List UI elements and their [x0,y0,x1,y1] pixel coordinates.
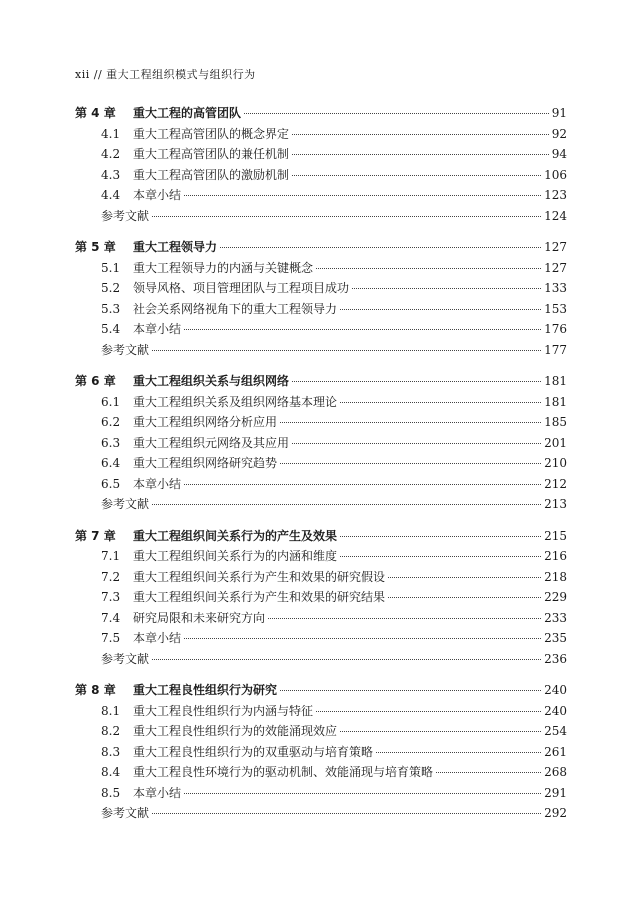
section-entry[interactable] [75,393,567,414]
section-entry[interactable] [75,763,567,784]
section-entry-page-number: 218 [544,569,567,584]
section-entry-page-number: 229 [544,590,567,604]
dot-leader [340,730,541,732]
section-entry-number: 5.3 [101,301,121,316]
chapter-entry[interactable] [75,238,567,259]
section-entry-title: 重大工程高管团队的激励机制 [133,167,290,182]
references-entry[interactable] [75,207,567,228]
references-entry[interactable] [75,495,567,516]
section-entry-page-number: 291 [544,785,567,800]
chapter-entry-page-number: 181 [544,374,567,388]
section-entry-title: 重大工程良性环境行为的驱动机制、效能涌现与培育策略 [133,765,434,779]
dot-leader [292,153,549,155]
section-entry-number: 6.2 [101,415,121,429]
section-entry-title: 领导风格、项目管理团队与工程项目成功 [133,281,350,295]
dot-leader [388,576,541,578]
section-entry-page-number: 176 [544,322,567,336]
dot-leader [152,215,541,217]
section-entry-number: 5.2 [101,281,121,295]
section-entry-page-number: 268 [544,765,567,779]
section-entry-number: 4.1 [101,126,121,141]
dot-leader [184,792,541,794]
section-entry-number: 6.5 [101,476,121,491]
section-entry-page-number: 210 [544,456,567,470]
section-entry-page-number: 261 [544,744,567,759]
section-entry[interactable] [75,568,567,589]
dot-leader [316,267,541,269]
dot-leader [184,194,541,196]
section-entry-number: 7.5 [101,631,121,645]
dot-leader [436,771,541,773]
chapter-block [75,104,567,227]
chapter-entry-title: 重大工程组织间关系行为的产生及效果 [133,528,338,543]
chapter-entry[interactable] [75,104,567,125]
section-entry-title: 社会关系网络视角下的重大工程领导力 [133,301,338,316]
section-entry-title: 重大工程良性组织行为的效能涌现效应 [133,724,338,738]
chapter-entry-number: 第 7 章 [75,528,116,543]
chapter-entry-title: 重大工程的高管团队 [133,106,242,120]
dot-leader [352,287,541,289]
section-entry-number: 8.1 [101,703,121,718]
section-entry-title: 重大工程组织网络研究趋势 [133,456,278,470]
dot-leader [220,246,541,248]
chapter-entry-title: 重大工程良性组织行为研究 [133,683,278,697]
dot-leader [152,812,541,814]
section-entry-number: 6.4 [101,456,121,470]
section-entry[interactable] [75,259,567,280]
section-entry-number: 4.2 [101,147,121,161]
dot-leader [292,442,541,444]
section-entry-number: 5.1 [101,260,121,275]
section-entry-page-number: 240 [544,703,567,718]
section-entry[interactable] [75,547,567,568]
section-entry-number: 7.3 [101,590,121,604]
section-entry-number: 7.4 [101,610,121,625]
dot-leader [340,535,541,537]
dot-leader [280,689,541,691]
section-entry-title: 重大工程组织间关系行为产生和效果的研究假设 [133,569,386,584]
chapter-entry-page-number: 215 [544,528,567,543]
chapter-entry-title: 重大工程领导力 [133,240,218,254]
section-entry[interactable] [75,609,567,630]
section-entry-page-number: 254 [544,724,567,738]
section-entry[interactable] [75,320,567,341]
section-entry-title: 本章小结 [133,322,182,336]
section-entry-title: 重大工程领导力的内涵与关键概念 [133,260,314,275]
section-entry[interactable] [75,434,567,455]
running-header [75,66,256,82]
section-entry-page-number: 216 [544,549,567,563]
chapter-entry[interactable] [75,681,567,702]
references-entry[interactable] [75,341,567,362]
section-entry-page-number: 201 [544,435,567,450]
section-entry-title: 重大工程高管团队的概念界定 [133,126,290,141]
table-of-contents [75,104,567,836]
section-entry[interactable] [75,279,567,300]
section-entry-number: 8.4 [101,765,121,779]
chapter-entry-page-number: 240 [544,683,567,697]
chapter-entry-title: 重大工程组织关系与组织网络 [133,374,290,388]
dot-leader [268,617,541,619]
references-entry-title: 参考文献 [101,806,150,820]
chapter-entry-page-number: 91 [551,106,567,120]
section-entry-number: 5.4 [101,322,121,336]
section-entry-title: 重大工程高管团队的兼任机制 [133,147,290,161]
section-entry[interactable] [75,588,567,609]
dot-leader [244,112,549,114]
section-entry-title: 本章小结 [133,631,182,645]
references-entry-page-number: 236 [544,651,567,666]
section-entry-page-number: 92 [551,126,567,141]
section-entry-number: 6.3 [101,435,121,450]
dot-leader [184,637,541,639]
references-entry-page-number: 124 [544,208,567,223]
dot-leader [292,380,541,382]
section-entry[interactable] [75,125,567,146]
dot-leader [340,308,541,310]
section-entry-title: 重大工程组织关系及组织网络基本理论 [133,394,338,409]
section-entry-page-number: 212 [544,476,567,491]
dot-leader [292,133,549,135]
section-entry-page-number: 185 [544,415,567,429]
section-entry-number: 6.1 [101,394,121,409]
dot-leader [388,596,541,598]
section-entry-page-number: 133 [544,281,567,295]
section-entry[interactable] [75,784,567,805]
section-entry-title: 重大工程组织间关系行为的内涵和维度 [133,549,338,563]
references-entry-title: 参考文献 [101,208,150,223]
references-entry[interactable] [75,804,567,825]
section-entry-number: 4.4 [101,188,121,202]
section-entry-title: 研究局限和未来研究方向 [133,610,266,625]
section-entry-page-number: 106 [544,167,567,182]
section-entry[interactable] [75,475,567,496]
references-entry-title: 参考文献 [101,342,150,357]
chapter-entry-number: 第 5 章 [75,240,116,254]
section-entry-page-number: 127 [544,260,567,275]
dot-leader [340,401,541,403]
section-entry[interactable] [75,186,567,207]
section-entry-number: 8.5 [101,785,121,800]
dot-leader [184,483,541,485]
chapter-entry[interactable] [75,527,567,548]
chapter-entry-number: 第 8 章 [75,683,116,697]
section-entry-title: 本章小结 [133,476,182,491]
section-entry[interactable] [75,454,567,475]
section-entry[interactable] [75,413,567,434]
references-entry-page-number: 213 [544,497,567,511]
dot-leader [376,751,541,753]
section-entry-page-number: 235 [544,631,567,645]
section-entry-number: 8.3 [101,744,121,759]
section-entry-number: 7.1 [101,549,121,563]
chapter-entry-page-number: 127 [544,240,567,254]
section-entry-title: 重大工程组织网络分析应用 [133,415,278,429]
section-entry-title: 重大工程组织元网络及其应用 [133,435,290,450]
section-entry-title: 重大工程良性组织行为内涵与特征 [133,703,314,718]
references-entry-title: 参考文献 [101,497,150,511]
dot-leader [152,349,541,351]
chapter-block [75,372,567,516]
section-entry-page-number: 233 [544,610,567,625]
section-entry-page-number: 181 [544,394,567,409]
section-entry-page-number: 123 [544,188,567,202]
book-title: 重大工程组织模式与组织行为 [106,68,256,81]
section-entry-title: 重大工程良性组织行为的双重驱动与培育策略 [133,744,374,759]
dot-leader [316,710,541,712]
chapter-entry-number: 第 6 章 [75,374,116,388]
section-entry[interactable] [75,629,567,650]
section-entry[interactable] [75,166,567,187]
header-separator: // [93,68,103,81]
dot-leader [152,658,541,660]
section-entry-title: 本章小结 [133,785,182,800]
references-entry-page-number: 177 [544,342,567,357]
section-entry[interactable] [75,145,567,166]
section-entry-title: 本章小结 [133,188,182,202]
section-entry[interactable] [75,300,567,321]
dot-leader [280,462,541,464]
section-entry-title: 重大工程组织间关系行为产生和效果的研究结果 [133,590,386,604]
dot-leader [152,503,541,505]
folio: xii [75,68,90,81]
section-entry-page-number: 153 [544,301,567,316]
chapter-entry[interactable] [75,372,567,393]
chapter-block [75,681,567,825]
dot-leader [340,555,541,557]
chapter-block [75,527,567,671]
references-entry[interactable] [75,650,567,671]
dot-leader [280,421,541,423]
references-entry-title: 参考文献 [101,651,150,666]
section-entry[interactable] [75,702,567,723]
section-entry[interactable] [75,722,567,743]
dot-leader [184,328,541,330]
section-entry-number: 8.2 [101,724,121,738]
chapter-block [75,238,567,361]
section-entry-number: 7.2 [101,569,121,584]
references-entry-page-number: 292 [544,806,567,820]
section-entry-page-number: 94 [551,147,567,161]
chapter-entry-number: 第 4 章 [75,106,116,120]
section-entry-number: 4.3 [101,167,121,182]
dot-leader [292,174,541,176]
section-entry[interactable] [75,743,567,764]
